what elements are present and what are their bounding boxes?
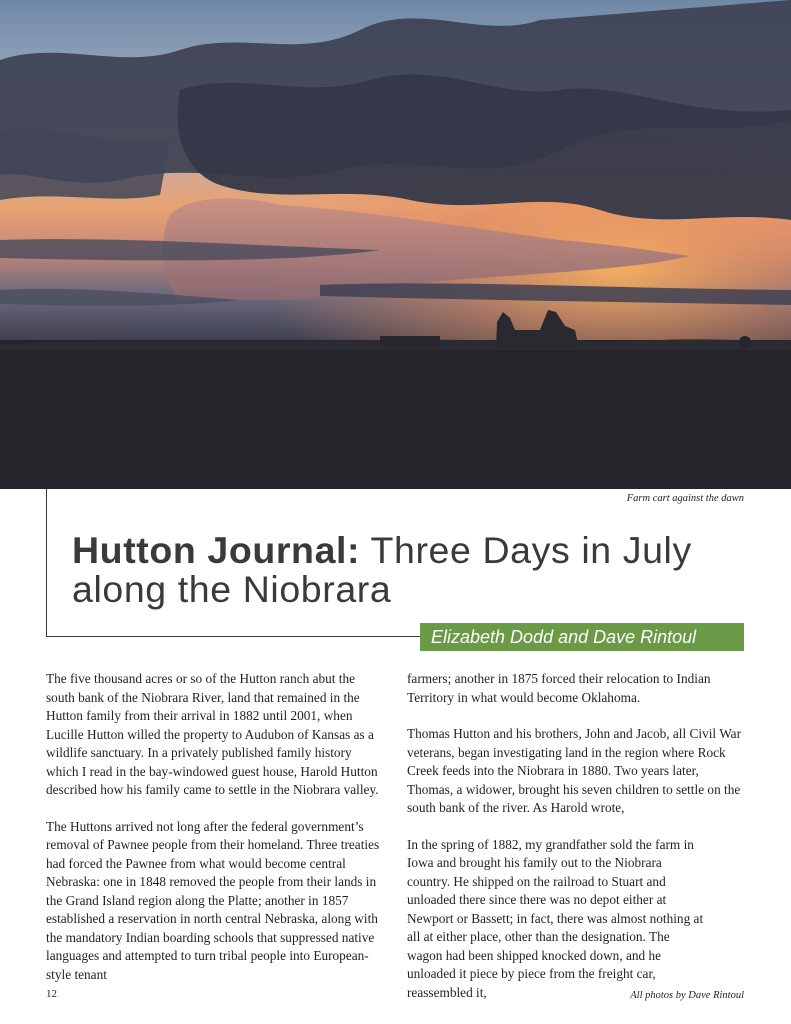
article-title-rest: Three Days in July along the Niobrara <box>72 529 692 610</box>
page-number: 12 <box>46 988 57 1000</box>
byline: Elizabeth Dodd and Dave Rintoul <box>420 623 744 651</box>
paragraph: farmers; another in 1875 forced their relocation to Indian Territory in what would become Oklahoma. <box>407 671 711 705</box>
left-column <box>46 670 381 1002</box>
title-frame-horizontal-rule <box>46 636 426 637</box>
hero-photo <box>0 0 791 489</box>
title-frame-vertical-rule <box>46 489 47 637</box>
sunset-prairie-photo <box>0 0 791 489</box>
article-title-bold: Hutton Journal: <box>72 529 361 571</box>
article-title <box>72 531 732 609</box>
paragraph: The five thousand acres or so of the Hutton ranch abut the south bank of the Niobrara River, land that remained in the Hutton family from their arrival in 1882 until 2001, when Lucille Hutton willed the property to Audubon of Kansas as a wildlife sanctuary. In a privately published family history which I read in the bay-windowed guest house, Harold Hutton described how his family came to settle in the Niobrara valley. <box>46 671 379 797</box>
right-column <box>407 670 747 1020</box>
paragraph: The Huttons arrived not long after the federal government’s removal of Pawnee people from their homeland. Three treaties had forced the Pawnee from what would become central Nebraska: one in 1848 removed the people from their lands in the Grand Island region along the Platte; another in 1857 established a reservation in north central Nebraska, along with the mandatory Indian boarding schools that suppressed native languages and attempted to turn tribal people into European-style tenant <box>46 818 380 982</box>
photo-credit: All photos by Dave Rintoul <box>630 990 744 1001</box>
paragraph: Thomas Hutton and his brothers, John and Jacob, all Civil War veterans, began investigating land in the region where Rock Creek feeds into the Niobrara in 1880. Two years later, Thomas, a widower, brought his seven children to settle on the south bank of the river. As Harold wrote, <box>407 726 742 815</box>
photo-caption: Farm cart against the dawn <box>626 493 744 504</box>
block-quote: In the spring of 1882, my grandfather sold the farm in Iowa and brought his family out to the Niobrara country. He shipped on the railroad to Stuart and unloaded there since there was no depot either at Newport or Bassett; in fact, there was almost nothing at all at either place, other than the designation. The wagon had been shipped knocked down, and he unloaded it piece by piece from the freight car, reassembled it, <box>407 836 704 1000</box>
